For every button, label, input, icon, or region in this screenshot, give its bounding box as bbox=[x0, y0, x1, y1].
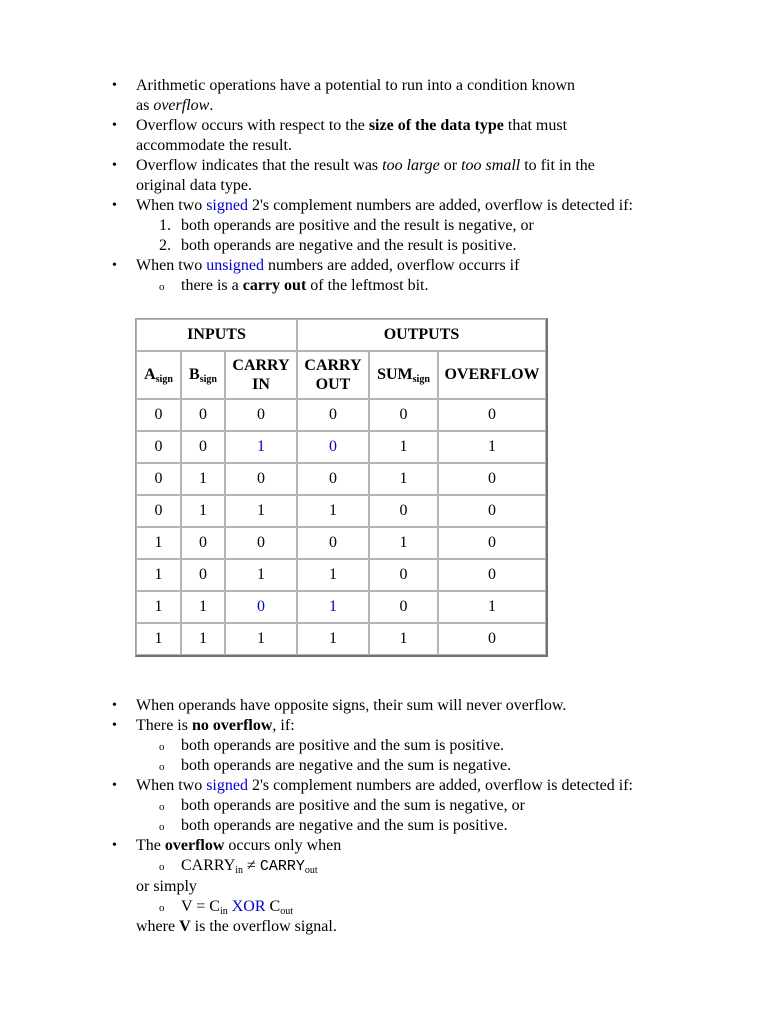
text: A bbox=[144, 366, 156, 383]
text: there is a bbox=[181, 277, 243, 294]
text: There is bbox=[136, 717, 192, 734]
item-number: 1. bbox=[159, 217, 171, 234]
bold-text: size of the data type bbox=[368, 117, 504, 134]
text: occurs only when bbox=[224, 837, 342, 854]
cell-carry-out: 0 bbox=[297, 463, 369, 495]
signed-link-2[interactable]: signed bbox=[206, 777, 248, 794]
xor-equation bbox=[136, 897, 700, 917]
text: is the overflow signal. bbox=[190, 918, 337, 935]
text: numbers are added, overflow occurrs if bbox=[263, 257, 520, 274]
cell-overflow: 0 bbox=[438, 399, 546, 431]
text: 2's complement numbers are added, overflow is detected if: bbox=[247, 777, 633, 794]
cell-sum-sign: 1 bbox=[369, 431, 438, 463]
cell-carry-out: 1 bbox=[297, 495, 369, 527]
intro-bullet-list bbox=[0, 76, 700, 296]
cell-sum-sign: 0 bbox=[369, 591, 438, 623]
cell-a-sign: 0 bbox=[136, 463, 181, 495]
text: both operands are positive and the sum is negative, or bbox=[181, 797, 525, 814]
overflow-truth-table bbox=[135, 318, 548, 657]
text: accommodate the result. bbox=[136, 137, 292, 154]
cell-overflow: 0 bbox=[438, 559, 546, 591]
unsigned-condition-list bbox=[136, 276, 700, 296]
cell-sum-sign: 1 bbox=[369, 463, 438, 495]
cell-carry-out: 1 bbox=[297, 559, 369, 591]
cell-b-sign: 1 bbox=[181, 463, 225, 495]
bullet-unsigned-overflow bbox=[0, 256, 700, 296]
table-column-header-row bbox=[136, 351, 546, 399]
text: SUM bbox=[377, 366, 413, 383]
text: where bbox=[136, 918, 180, 935]
cell-carry-out: 0 bbox=[297, 399, 369, 431]
cell-a-sign: 0 bbox=[136, 431, 181, 463]
cell-sum-sign: 1 bbox=[369, 623, 438, 655]
subscript: in bbox=[219, 906, 228, 917]
cell-b-sign: 1 bbox=[181, 591, 225, 623]
text: B bbox=[189, 366, 200, 383]
text: When two bbox=[136, 777, 207, 794]
cell-overflow: 0 bbox=[438, 623, 546, 655]
bullet-no-overflow bbox=[0, 716, 700, 776]
carry-condition bbox=[136, 856, 700, 877]
subscript: in bbox=[235, 865, 244, 876]
bullet-overflow-definition bbox=[0, 76, 700, 116]
cell-carry-in: 0 bbox=[225, 527, 297, 559]
text: , if: bbox=[272, 717, 295, 734]
text: as bbox=[136, 97, 154, 114]
col-sum-sign bbox=[369, 351, 438, 399]
text: . bbox=[209, 97, 214, 114]
cell-b-sign: 0 bbox=[181, 559, 225, 591]
bullet-overflow-condition bbox=[0, 836, 700, 937]
text: CARRY bbox=[304, 357, 362, 374]
text: When two bbox=[136, 197, 207, 214]
subscript: out bbox=[304, 865, 318, 876]
xor-link[interactable]: XOR bbox=[227, 898, 270, 915]
no-overflow-conditions bbox=[136, 736, 700, 776]
cell-carry-in: 0 bbox=[225, 463, 297, 495]
col-overflow: OVERFLOW bbox=[438, 351, 546, 399]
cell-carry-out: 1 bbox=[297, 623, 369, 655]
or-simply-text bbox=[0, 877, 700, 897]
text: or simply bbox=[136, 878, 197, 895]
table-row bbox=[136, 399, 546, 431]
text: C bbox=[269, 898, 281, 915]
italic-text: too large bbox=[382, 157, 440, 174]
subscript: sign bbox=[155, 374, 173, 385]
xor-formula bbox=[136, 897, 700, 917]
cell-overflow: 1 bbox=[438, 431, 546, 463]
bold-text: V bbox=[179, 918, 191, 935]
text: both operands are positive and the sum is positive. bbox=[181, 737, 505, 754]
text: IN bbox=[252, 376, 270, 393]
table-row bbox=[136, 559, 546, 591]
cell-sum-sign: 0 bbox=[369, 495, 438, 527]
subscript: sign bbox=[412, 374, 430, 385]
bold-text: carry out bbox=[242, 277, 307, 294]
text: The bbox=[136, 837, 165, 854]
bold-text: overflow bbox=[164, 837, 225, 854]
text: Arithmetic operations have a potential to run into a condition known bbox=[136, 77, 576, 94]
subscript: sign bbox=[199, 374, 217, 385]
col-carry-out bbox=[297, 351, 369, 399]
cell-sum-sign: 0 bbox=[369, 399, 438, 431]
signed-link[interactable]: signed bbox=[206, 197, 248, 214]
overflow-term: overflow bbox=[153, 97, 210, 114]
cell-carry-in: 0 bbox=[225, 399, 297, 431]
text: to fit in the bbox=[520, 157, 595, 174]
table-row bbox=[136, 623, 546, 655]
cell-a-sign: 1 bbox=[136, 591, 181, 623]
text: both operands are negative and the result is positive. bbox=[181, 237, 517, 254]
sub-item bbox=[136, 736, 700, 756]
text: CARRY bbox=[232, 357, 290, 374]
bullet-data-type-size bbox=[0, 116, 700, 156]
cell-carry-in: 0 bbox=[225, 591, 297, 623]
sub-item bbox=[136, 756, 700, 776]
sub-item bbox=[136, 796, 700, 816]
text: both operands are negative and the sum is positive. bbox=[181, 817, 508, 834]
text: 2's complement numbers are added, overflow is detected if: bbox=[247, 197, 633, 214]
cell-sum-sign: 1 bbox=[369, 527, 438, 559]
text: When operands have opposite signs, their sum will never overflow. bbox=[136, 697, 567, 714]
text: When two bbox=[136, 257, 207, 274]
cell-a-sign: 1 bbox=[136, 623, 181, 655]
bold-text: no overflow bbox=[191, 717, 273, 734]
table-row bbox=[136, 431, 546, 463]
sub-item bbox=[136, 816, 700, 836]
cell-carry-out: 0 bbox=[297, 527, 369, 559]
sub-item bbox=[136, 276, 700, 296]
italic-text: too small bbox=[461, 157, 521, 174]
cell-carry-in: 1 bbox=[225, 431, 297, 463]
subscript: out bbox=[280, 906, 293, 917]
cell-carry-out: 0 bbox=[297, 431, 369, 463]
cell-carry-in: 1 bbox=[225, 559, 297, 591]
cell-overflow: 1 bbox=[438, 591, 546, 623]
text: CARRY bbox=[181, 857, 236, 874]
col-b-sign bbox=[181, 351, 225, 399]
unsigned-link[interactable]: unsigned bbox=[206, 257, 264, 274]
bullet-too-large-small bbox=[0, 156, 700, 196]
table-row bbox=[136, 495, 546, 527]
table-body bbox=[136, 399, 546, 655]
numbered-item bbox=[136, 236, 700, 256]
text: Overflow occurs with respect to the bbox=[136, 117, 369, 134]
numbered-item bbox=[136, 216, 700, 236]
cell-a-sign: 1 bbox=[136, 527, 181, 559]
inputs-header: INPUTS bbox=[136, 319, 297, 351]
not-equal-symbol: ≠ bbox=[243, 857, 260, 874]
cell-overflow: 0 bbox=[438, 463, 546, 495]
col-carry-in bbox=[225, 351, 297, 399]
cell-sum-sign: 0 bbox=[369, 559, 438, 591]
signed-condition-list bbox=[136, 216, 700, 256]
cell-b-sign: 0 bbox=[181, 527, 225, 559]
carry-inequality bbox=[136, 856, 700, 877]
text: Overflow indicates that the result was bbox=[136, 157, 383, 174]
text: that must bbox=[503, 117, 568, 134]
cell-b-sign: 0 bbox=[181, 431, 225, 463]
cell-a-sign: 1 bbox=[136, 559, 181, 591]
cell-b-sign: 1 bbox=[181, 495, 225, 527]
bullet-opposite-signs bbox=[0, 696, 700, 716]
where-v-text bbox=[136, 917, 700, 937]
bullet-signed-overflow-2 bbox=[0, 776, 700, 836]
text: V = C bbox=[181, 898, 220, 915]
cell-a-sign: 0 bbox=[136, 399, 181, 431]
cell-a-sign: 0 bbox=[136, 495, 181, 527]
outputs-header: OUTPUTS bbox=[297, 319, 546, 351]
cell-carry-in: 1 bbox=[225, 495, 297, 527]
col-a-sign bbox=[136, 351, 181, 399]
cell-b-sign: 1 bbox=[181, 623, 225, 655]
cell-carry-out: 1 bbox=[297, 591, 369, 623]
overflow-conditions bbox=[136, 796, 700, 836]
bullet-signed-overflow bbox=[0, 196, 700, 256]
item-number: 2. bbox=[159, 237, 171, 254]
cell-carry-in: 1 bbox=[225, 623, 297, 655]
text: of the leftmost bit. bbox=[306, 277, 429, 294]
text: OUT bbox=[315, 376, 351, 393]
cell-b-sign: 0 bbox=[181, 399, 225, 431]
text: or bbox=[439, 157, 462, 174]
table-row bbox=[136, 463, 546, 495]
text: both operands are positive and the result is negative, or bbox=[181, 217, 534, 234]
text: original data type. bbox=[136, 177, 252, 194]
cell-overflow: 0 bbox=[438, 527, 546, 559]
text: both operands are negative and the sum is negative. bbox=[181, 757, 512, 774]
table-row bbox=[136, 591, 546, 623]
summary-bullet-list bbox=[0, 696, 700, 937]
cell-overflow: 0 bbox=[438, 495, 546, 527]
table-group-header-row bbox=[136, 319, 546, 351]
table-row bbox=[136, 527, 546, 559]
mono-text: CARRY bbox=[259, 858, 305, 875]
